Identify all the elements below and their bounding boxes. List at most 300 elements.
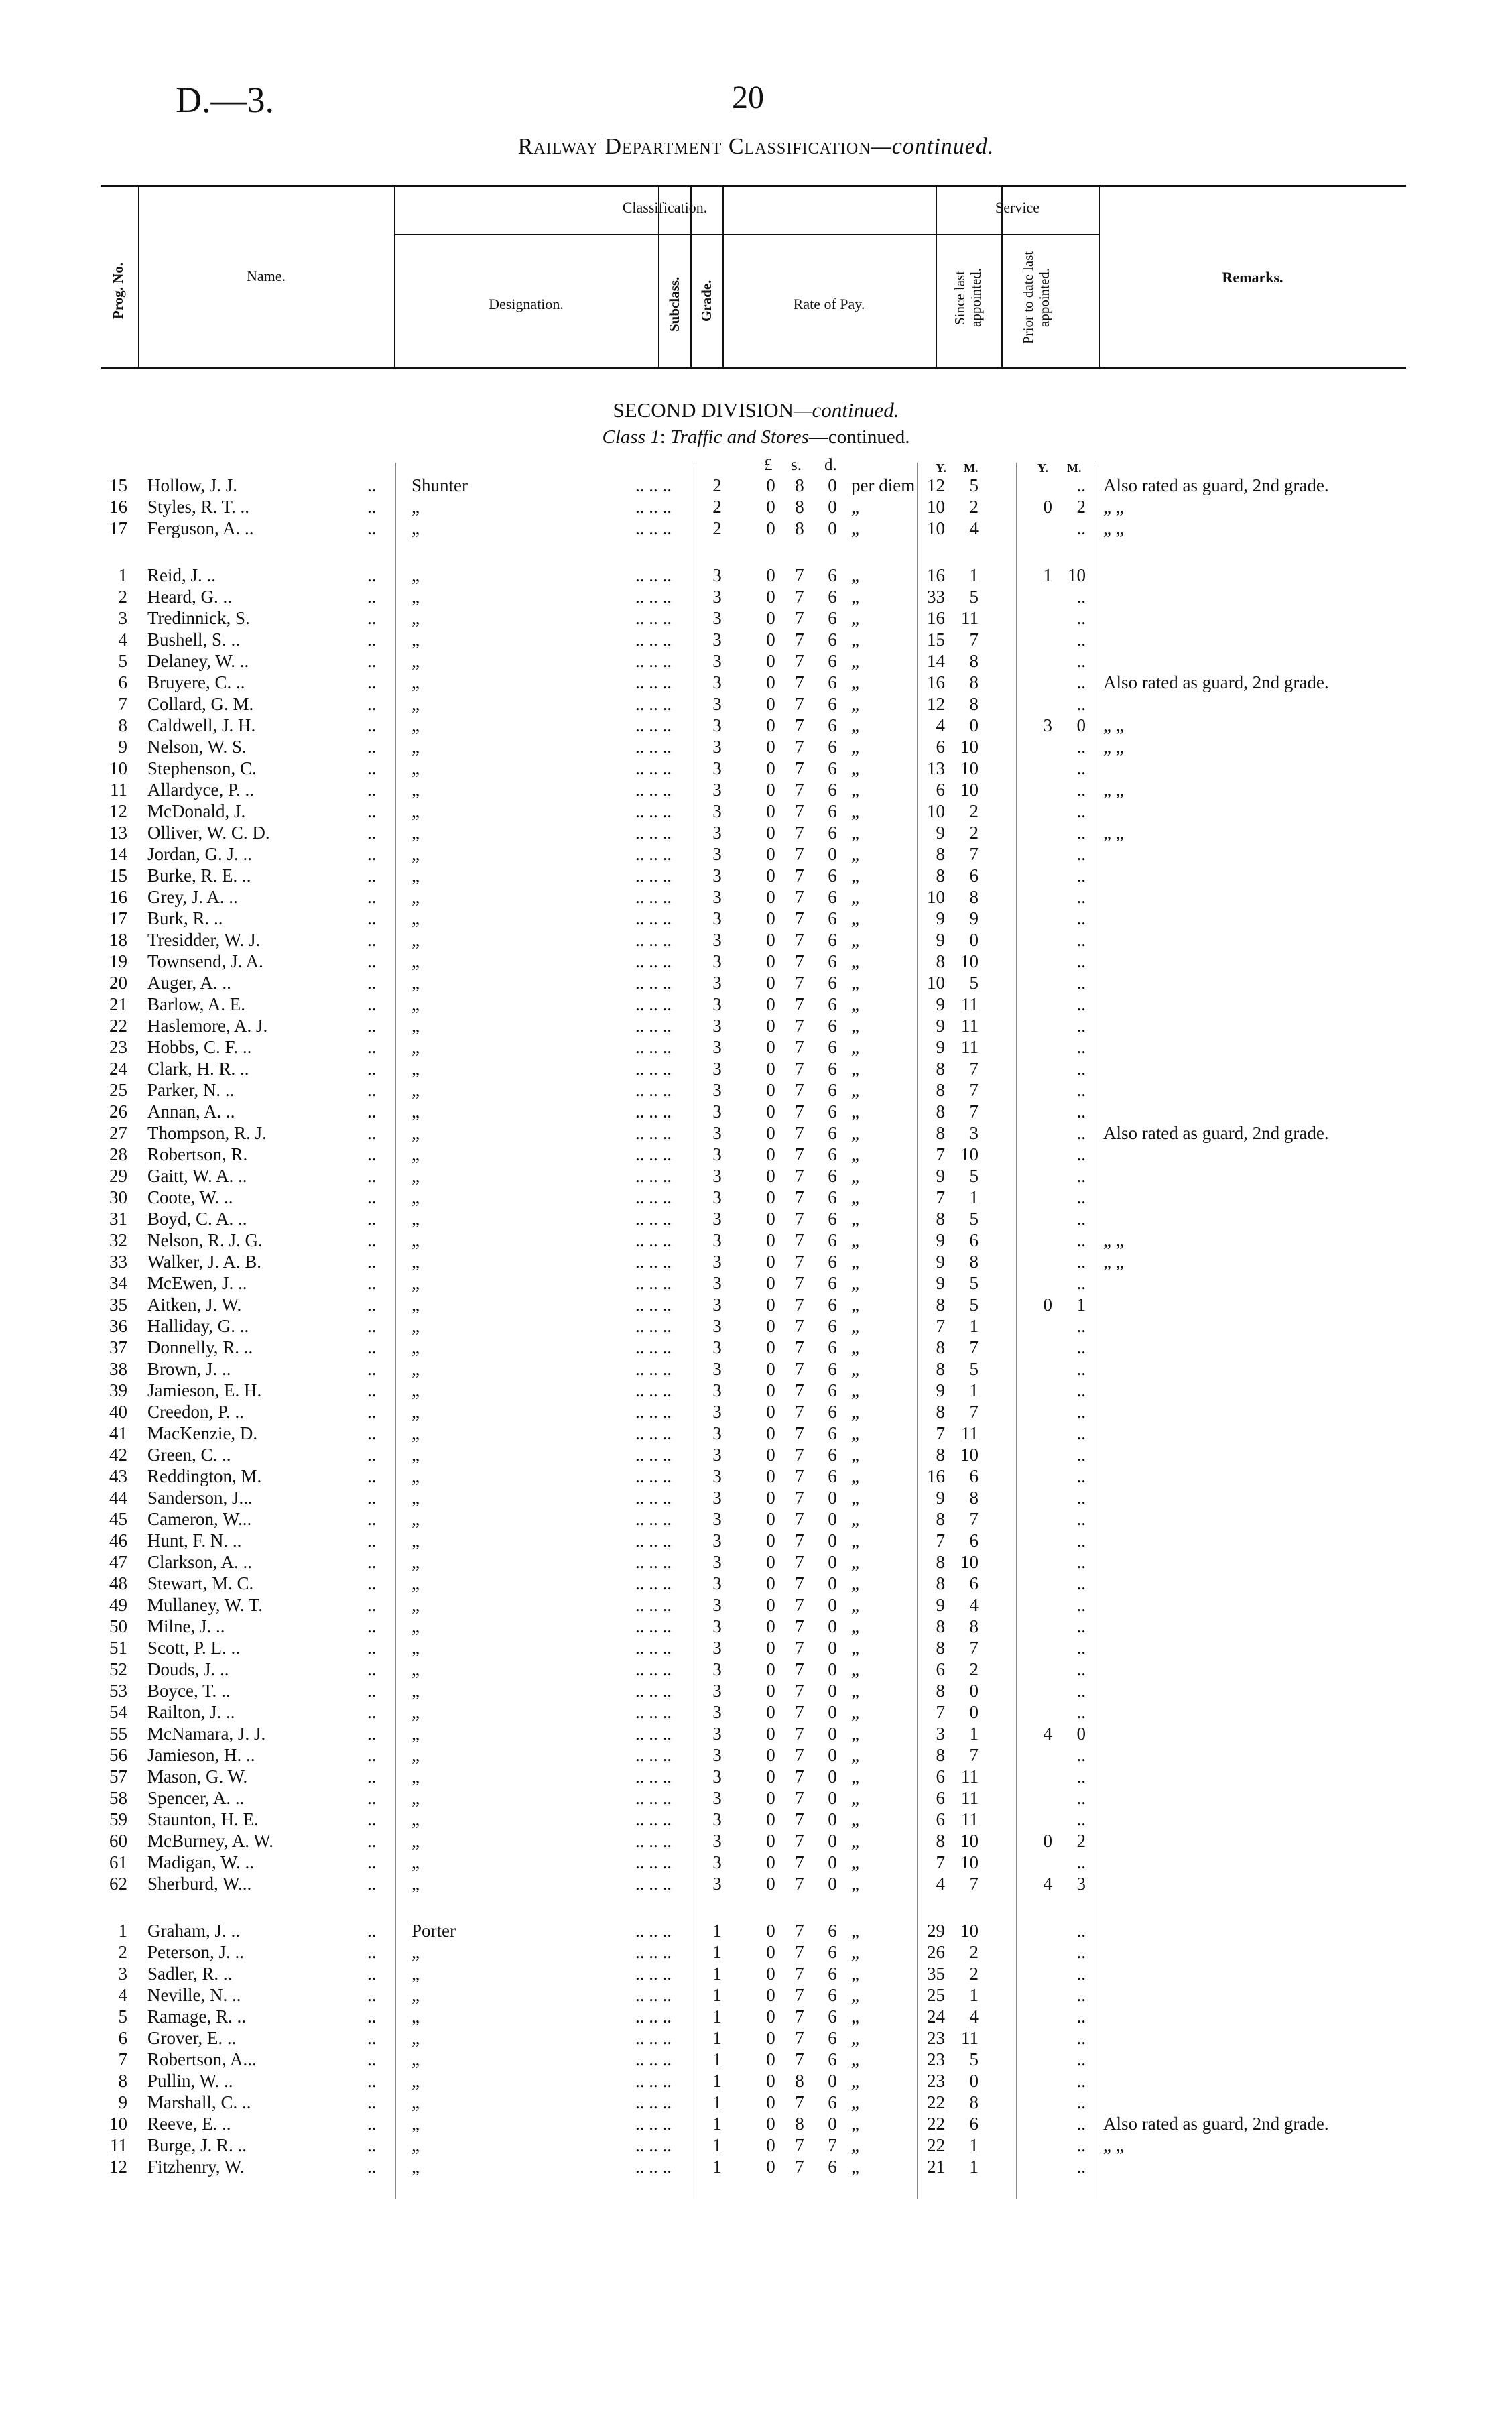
since-years-cell: 8 xyxy=(936,1080,945,1100)
pay-shillings-cell: 8 xyxy=(795,475,804,495)
prior-months-cell: .. xyxy=(1076,1573,1086,1593)
designation-cell: „ xyxy=(412,737,420,757)
pay-pence-cell: 0 xyxy=(828,2071,837,2091)
pay-period-cell: „ xyxy=(851,565,859,585)
prog-no-cell: 48 xyxy=(109,1573,127,1593)
table-row xyxy=(0,1058,1512,1079)
table-row xyxy=(0,908,1512,929)
pay-pence-cell: 6 xyxy=(828,737,837,757)
leader-dots-cell: .. .. .. xyxy=(635,2049,672,2069)
name-cell: Neville, N. .. xyxy=(147,1985,241,2005)
since-years-cell: 8 xyxy=(936,1616,945,1636)
name-cell: Auger, A. .. xyxy=(147,973,231,993)
designation-cell: „ xyxy=(412,1509,420,1529)
pay-shillings-cell: 7 xyxy=(795,1273,804,1293)
table-row xyxy=(0,800,1512,822)
pay-period-cell: „ xyxy=(851,1423,859,1443)
table-row xyxy=(0,1984,1512,2006)
pay-pence-cell: 0 xyxy=(828,1702,837,1722)
designation-cell: „ xyxy=(412,1702,420,1722)
designation-cell: „ xyxy=(412,1985,420,2005)
since-years-cell: 21 xyxy=(927,2157,945,2177)
since-years-cell: 6 xyxy=(936,780,945,800)
pay-pence-cell: 6 xyxy=(828,629,837,650)
prog-no-cell: 11 xyxy=(110,2135,127,2155)
leader-dots-cell: .. xyxy=(367,930,377,950)
pay-pounds-cell: 0 xyxy=(766,1530,775,1551)
grade-cell: 3 xyxy=(712,587,722,607)
prog-no-cell: 1 xyxy=(118,565,127,585)
designation-cell: „ xyxy=(412,1359,420,1379)
grade-cell: 3 xyxy=(712,1380,722,1400)
since-months-cell: 1 xyxy=(969,1187,979,1207)
leader-dots-cell: .. xyxy=(367,887,377,907)
since-years-cell: 9 xyxy=(936,1230,945,1250)
pay-pounds-cell: 0 xyxy=(766,1252,775,1272)
pay-shillings-cell: 7 xyxy=(795,1230,804,1250)
since-months-cell: 8 xyxy=(969,672,979,692)
name-cell: Creedon, P. .. xyxy=(147,1402,244,1422)
leader-dots-cell: .. xyxy=(367,1488,377,1508)
since-years-cell: 4 xyxy=(936,715,945,735)
table-row xyxy=(0,1744,1512,1766)
since-months-cell: 1 xyxy=(969,2157,979,2177)
since-years-cell: 8 xyxy=(936,1509,945,1529)
pay-period-cell: „ xyxy=(851,2114,859,2134)
prior-months-cell: .. xyxy=(1076,1209,1086,1229)
pay-period-cell: „ xyxy=(851,651,859,671)
pay-period-cell: „ xyxy=(851,758,859,778)
prog-no-cell: 14 xyxy=(109,844,127,864)
prog-no-cell: 36 xyxy=(109,1316,127,1336)
pay-pounds-cell: 0 xyxy=(766,1080,775,1100)
table-row xyxy=(0,993,1512,1015)
name-cell: Mullaney, W. T. xyxy=(147,1595,263,1615)
pay-shillings-cell: 7 xyxy=(795,694,804,714)
table-row xyxy=(0,1701,1512,1723)
prior-months-cell: .. xyxy=(1076,1942,1086,1962)
table-row xyxy=(0,1658,1512,1680)
pay-pence-cell: 6 xyxy=(828,1187,837,1207)
since-months-cell: 11 xyxy=(961,608,979,628)
pay-pounds-cell: 0 xyxy=(766,1359,775,1379)
since-years-cell: 6 xyxy=(936,1809,945,1829)
prior-months-cell: .. xyxy=(1076,475,1086,495)
leader-dots-cell: .. .. .. xyxy=(635,951,672,971)
pay-shillings-cell: 7 xyxy=(795,1659,804,1679)
remarks-cell: Also rated as guard, 2nd grade. xyxy=(1103,475,1329,495)
prior-months-cell: 1 xyxy=(1076,1294,1086,1315)
table-row xyxy=(0,1551,1512,1573)
leader-dots-cell: .. xyxy=(367,1874,377,1894)
pay-period-cell: „ xyxy=(851,1294,859,1315)
designation-cell: „ xyxy=(412,1964,420,1984)
pay-pence-cell: 6 xyxy=(828,1964,837,1984)
prior-months-cell: .. xyxy=(1076,1638,1086,1658)
designation-cell: „ xyxy=(412,2092,420,2112)
leader-dots-cell: .. xyxy=(367,1616,377,1636)
since-years-cell: 6 xyxy=(936,1659,945,1679)
designation-cell: „ xyxy=(412,887,420,907)
designation-cell: „ xyxy=(412,1423,420,1443)
since-years-cell: 8 xyxy=(936,1445,945,1465)
name-cell: Burge, J. R. .. xyxy=(147,2135,247,2155)
designation-cell: „ xyxy=(412,1402,420,1422)
grade-cell: 3 xyxy=(712,1488,722,1508)
designation-cell: „ xyxy=(412,994,420,1014)
prior-months-cell: .. xyxy=(1076,780,1086,800)
pay-pounds-cell: 0 xyxy=(766,1809,775,1829)
pay-pounds-cell: 0 xyxy=(766,1402,775,1422)
name-cell: Clarkson, A. .. xyxy=(147,1552,253,1572)
pay-period-cell: „ xyxy=(851,780,859,800)
prior-months-cell: .. xyxy=(1076,844,1086,864)
pay-shillings-cell: 7 xyxy=(795,1294,804,1315)
page-title xyxy=(0,134,1512,160)
grade-cell: 3 xyxy=(712,973,722,993)
leader-dots-cell: .. .. .. xyxy=(635,758,672,778)
table-row xyxy=(0,1680,1512,1701)
pay-period-cell: „ xyxy=(851,1166,859,1186)
table-row xyxy=(0,1401,1512,1423)
pay-pounds-cell: 0 xyxy=(766,715,775,735)
prog-no-cell: 10 xyxy=(109,2114,127,2134)
table-row xyxy=(0,1723,1512,1744)
since-years-cell: 9 xyxy=(936,1252,945,1272)
pay-shillings-cell: 7 xyxy=(795,1123,804,1143)
since-months-cell: 1 xyxy=(969,565,979,585)
pay-shillings-cell: 7 xyxy=(795,2135,804,2155)
pay-pounds-cell: 0 xyxy=(766,1423,775,1443)
leader-dots-cell: .. .. .. xyxy=(635,1530,672,1551)
pay-pence-cell: 0 xyxy=(828,1595,837,1615)
pay-pence-cell: 6 xyxy=(828,2028,837,2048)
prior-months-cell: .. xyxy=(1076,2071,1086,2091)
leader-dots-cell: .. xyxy=(367,587,377,607)
pay-period-cell: „ xyxy=(851,1273,859,1293)
since-years-cell: 9 xyxy=(936,930,945,950)
pay-pounds-cell: 0 xyxy=(766,1942,775,1962)
leader-dots-cell: .. .. .. xyxy=(635,1059,672,1079)
since-months-cell: 11 xyxy=(961,1766,979,1787)
pay-period-cell: „ xyxy=(851,865,859,886)
since-months-cell: 4 xyxy=(969,2006,979,2027)
since-months-cell: 5 xyxy=(969,1209,979,1229)
pay-pounds-cell: 0 xyxy=(766,1552,775,1572)
pay-shillings-cell: 7 xyxy=(795,587,804,607)
leader-dots-cell: .. xyxy=(367,1359,377,1379)
prog-no-cell: 17 xyxy=(109,518,127,538)
since-years-cell: 6 xyxy=(936,1788,945,1808)
pay-pounds-cell: 0 xyxy=(766,887,775,907)
pay-shillings-cell: 7 xyxy=(795,629,804,650)
table-row xyxy=(0,1465,1512,1487)
pay-pence-cell: 6 xyxy=(828,1252,837,1272)
since-years-cell: 10 xyxy=(927,887,945,907)
name-cell: Coote, W. .. xyxy=(147,1187,233,1207)
since-years-cell: 35 xyxy=(927,1964,945,1984)
grade-cell: 3 xyxy=(712,1080,722,1100)
table-row xyxy=(0,715,1512,736)
prior-months-cell: .. xyxy=(1076,1380,1086,1400)
designation-cell: „ xyxy=(412,1337,420,1357)
name-cell: Heard, G. .. xyxy=(147,587,232,607)
pay-pence-cell: 6 xyxy=(828,1123,837,1143)
leader-dots-cell: .. .. .. xyxy=(635,497,672,517)
pay-shillings-cell: 7 xyxy=(795,780,804,800)
pay-pounds-cell: 0 xyxy=(766,497,775,517)
pay-shillings-cell: 7 xyxy=(795,1552,804,1572)
pay-pounds-cell: 0 xyxy=(766,1273,775,1293)
remarks-cell: „ „ xyxy=(1103,715,1124,735)
name-cell: Hobbs, C. F. .. xyxy=(147,1037,252,1057)
leader-dots-cell: .. xyxy=(367,1530,377,1551)
leader-dots-cell: .. xyxy=(367,823,377,843)
table-row xyxy=(0,1015,1512,1036)
designation-cell: „ xyxy=(412,1488,420,1508)
prior-months-cell: .. xyxy=(1076,1402,1086,1422)
leader-dots-cell: .. xyxy=(367,1402,377,1422)
leader-dots-cell: .. xyxy=(367,844,377,864)
since-years-cell: 7 xyxy=(936,1144,945,1164)
leader-dots-cell: .. .. .. xyxy=(635,1166,672,1186)
name-cell: McNamara, J. J. xyxy=(147,1724,266,1744)
leader-dots-cell: .. .. .. xyxy=(635,2071,672,2091)
pay-pounds-cell: 0 xyxy=(766,1745,775,1765)
pay-period-cell: „ xyxy=(851,1016,859,1036)
pay-pence-cell: 0 xyxy=(828,1573,837,1593)
remarks-cell: „ „ xyxy=(1103,823,1124,843)
since-years-cell: 10 xyxy=(927,497,945,517)
table-row xyxy=(0,1444,1512,1465)
pay-pence-cell: 6 xyxy=(828,2049,837,2069)
since-years-cell: 7 xyxy=(936,1852,945,1872)
pay-period-cell: „ xyxy=(851,1466,859,1486)
pay-shillings-cell: 7 xyxy=(795,1530,804,1551)
since-months-cell: 5 xyxy=(969,1359,979,1379)
pay-period-cell: „ xyxy=(851,1037,859,1057)
prior-months-cell: .. xyxy=(1076,951,1086,971)
since-months-cell: 7 xyxy=(969,1101,979,1122)
pay-pence-cell: 6 xyxy=(828,1294,837,1315)
designation-cell: „ xyxy=(412,1766,420,1787)
since-years-cell: 16 xyxy=(927,672,945,692)
prog-no-cell: 6 xyxy=(118,2028,127,2048)
since-months-cell: 1 xyxy=(969,2135,979,2155)
prior-years-cell: 0 xyxy=(1043,1831,1052,1851)
pay-shillings-cell: 7 xyxy=(795,1359,804,1379)
grade-cell: 3 xyxy=(712,1273,722,1293)
pay-pence-cell: 7 xyxy=(828,2135,837,2155)
name-cell: Pullin, W. .. xyxy=(147,2071,233,2091)
pay-pence-cell: 6 xyxy=(828,1166,837,1186)
since-months-cell: 7 xyxy=(969,1337,979,1357)
pay-pounds-cell: 0 xyxy=(766,1380,775,1400)
grade-cell: 3 xyxy=(712,1745,722,1765)
pay-period-cell: „ xyxy=(851,2006,859,2027)
name-cell: Railton, J. .. xyxy=(147,1702,235,1722)
division-continued: —continued. xyxy=(793,398,899,422)
pay-pounds-cell: 0 xyxy=(766,1681,775,1701)
row-gap xyxy=(0,539,1512,564)
since-months-cell: 1 xyxy=(969,1316,979,1336)
prog-no-cell: 40 xyxy=(109,1402,127,1422)
pay-pence-cell: 6 xyxy=(828,1466,837,1486)
since-months-cell: 3 xyxy=(969,1123,979,1143)
leader-dots-cell: .. .. .. xyxy=(635,1552,672,1572)
pay-period-cell: „ xyxy=(851,1831,859,1851)
prog-no-cell: 59 xyxy=(109,1809,127,1829)
prog-no-cell: 12 xyxy=(109,801,127,821)
pay-shillings-cell: 7 xyxy=(795,1445,804,1465)
designation-cell: „ xyxy=(412,1724,420,1744)
table-row xyxy=(0,2134,1512,2156)
prog-no-cell: 41 xyxy=(109,1423,127,1443)
designation-cell: „ xyxy=(412,1942,420,1962)
pay-shillings-cell: 7 xyxy=(795,844,804,864)
pay-pounds-cell: 0 xyxy=(766,1059,775,1079)
leader-dots-cell: .. .. .. xyxy=(635,1745,672,1765)
prog-no-cell: 21 xyxy=(109,994,127,1014)
name-cell: McDonald, J. xyxy=(147,801,246,821)
name-cell: Caldwell, J. H. xyxy=(147,715,256,735)
pay-period-cell: „ xyxy=(851,1530,859,1551)
leader-dots-cell: .. .. .. xyxy=(635,865,672,886)
name-cell: Donnelly, R. .. xyxy=(147,1337,253,1357)
pay-pence-cell: 6 xyxy=(828,973,837,993)
pay-pounds-cell: 0 xyxy=(766,780,775,800)
designation-cell: „ xyxy=(412,497,420,517)
grade-cell: 3 xyxy=(712,1809,722,1829)
prog-no-cell: 6 xyxy=(118,672,127,692)
pay-shillings-cell: 7 xyxy=(795,1831,804,1851)
prior-months-cell: .. xyxy=(1076,1681,1086,1701)
leader-dots-cell: .. .. .. xyxy=(635,1294,672,1315)
remarks-cell: „ „ xyxy=(1103,518,1124,538)
pay-period-cell: „ xyxy=(851,1702,859,1722)
pay-shillings-cell: 7 xyxy=(795,1638,804,1658)
designation-cell: „ xyxy=(412,1466,420,1486)
leader-dots-cell: .. .. .. xyxy=(635,1942,672,1962)
since-years-cell: 8 xyxy=(936,1402,945,1422)
leader-dots-cell: .. .. .. xyxy=(635,1402,672,1422)
pay-pounds-cell: 0 xyxy=(766,672,775,692)
pay-period-cell: „ xyxy=(851,1745,859,1765)
since-years-cell: 9 xyxy=(936,1273,945,1293)
pay-shillings-cell: 7 xyxy=(795,1466,804,1486)
grade-cell: 3 xyxy=(712,1659,722,1679)
name-cell: McBurney, A. W. xyxy=(147,1831,273,1851)
pay-shillings-cell: 7 xyxy=(795,2028,804,2048)
prog-no-cell: 5 xyxy=(118,651,127,671)
table-row xyxy=(0,2027,1512,2049)
table-row xyxy=(0,1873,1512,1894)
prog-no-cell: 58 xyxy=(109,1788,127,1808)
pay-period-cell: „ xyxy=(851,1552,859,1572)
pay-pence-cell: 0 xyxy=(828,1488,837,1508)
designation-cell: „ xyxy=(412,565,420,585)
pay-pounds-cell: 0 xyxy=(766,629,775,650)
pay-pounds-cell: 0 xyxy=(766,2135,775,2155)
pay-period-cell: „ xyxy=(851,1573,859,1593)
prior-years-cell: 0 xyxy=(1043,497,1052,517)
prog-no-cell: 38 xyxy=(109,1359,127,1379)
pay-shillings-cell: 7 xyxy=(795,1616,804,1636)
pay-pence-cell: 6 xyxy=(828,1144,837,1164)
pay-pence-cell: 6 xyxy=(828,651,837,671)
pay-pounds-cell: 0 xyxy=(766,1831,775,1851)
prior-months-cell: .. xyxy=(1076,1316,1086,1336)
prior-months-cell: .. xyxy=(1076,1252,1086,1272)
pay-pence-cell: 0 xyxy=(828,475,837,495)
prog-no-cell: 52 xyxy=(109,1659,127,1679)
table-row xyxy=(0,758,1512,779)
designation-cell: „ xyxy=(412,2114,420,2134)
prog-no-cell: 54 xyxy=(109,1702,127,1722)
since-years-cell: 8 xyxy=(936,1831,945,1851)
pay-pence-cell: 6 xyxy=(828,565,837,585)
pay-period-cell: „ xyxy=(851,2135,859,2155)
grade-cell: 1 xyxy=(712,2157,722,2177)
pay-shillings-cell: 7 xyxy=(795,1874,804,1894)
prog-no-cell: 15 xyxy=(109,475,127,495)
page-title-main: Railway Department Classification xyxy=(517,134,871,159)
designation-cell: „ xyxy=(412,758,420,778)
designation-cell: „ xyxy=(412,1659,420,1679)
name-cell: Boyce, T. .. xyxy=(147,1681,231,1701)
leader-dots-cell: .. .. .. xyxy=(635,1681,672,1701)
pay-shillings-cell: 8 xyxy=(795,497,804,517)
table-row xyxy=(0,1616,1512,1637)
since-years-cell: 4 xyxy=(936,1874,945,1894)
pay-period-cell: „ xyxy=(851,1595,859,1615)
pay-pence-cell: 6 xyxy=(828,1942,837,1962)
pay-shillings-cell: 8 xyxy=(795,518,804,538)
name-cell: Styles, R. T. .. xyxy=(147,497,250,517)
leader-dots-cell: .. xyxy=(367,1252,377,1272)
name-cell: MacKenzie, D. xyxy=(147,1423,258,1443)
pay-period-cell: „ xyxy=(851,1788,859,1808)
grade-cell: 3 xyxy=(712,1530,722,1551)
leader-dots-cell: .. .. .. xyxy=(635,823,672,843)
pay-shillings-cell: 7 xyxy=(795,1166,804,1186)
pay-shillings-cell: 7 xyxy=(795,1316,804,1336)
since-years-cell: 8 xyxy=(936,1337,945,1357)
pay-pounds-cell: 0 xyxy=(766,1316,775,1336)
name-cell: Jamieson, H. .. xyxy=(147,1745,255,1765)
leader-dots-cell: .. xyxy=(367,1788,377,1808)
grade-cell: 3 xyxy=(712,1166,722,1186)
pay-period-cell: „ xyxy=(851,1488,859,1508)
since-months-cell: 0 xyxy=(969,930,979,950)
grade-cell: 2 xyxy=(712,497,722,517)
name-cell: Bruyere, C. .. xyxy=(147,672,245,692)
since-months-cell: 7 xyxy=(969,1509,979,1529)
unit-pence: d. xyxy=(824,456,837,474)
grade-cell: 3 xyxy=(712,1638,722,1658)
since-years-cell: 25 xyxy=(927,1985,945,2005)
pay-shillings-cell: 7 xyxy=(795,1402,804,1422)
table-row xyxy=(0,822,1512,843)
since-years-cell: 22 xyxy=(927,2135,945,2155)
designation-cell: „ xyxy=(412,780,420,800)
since-years-cell: 8 xyxy=(936,1294,945,1315)
grade-cell: 2 xyxy=(712,518,722,538)
since-months-cell: 2 xyxy=(969,1942,979,1962)
since-years-cell: 16 xyxy=(927,565,945,585)
table-row xyxy=(0,1941,1512,1963)
pay-pounds-cell: 0 xyxy=(766,2071,775,2091)
